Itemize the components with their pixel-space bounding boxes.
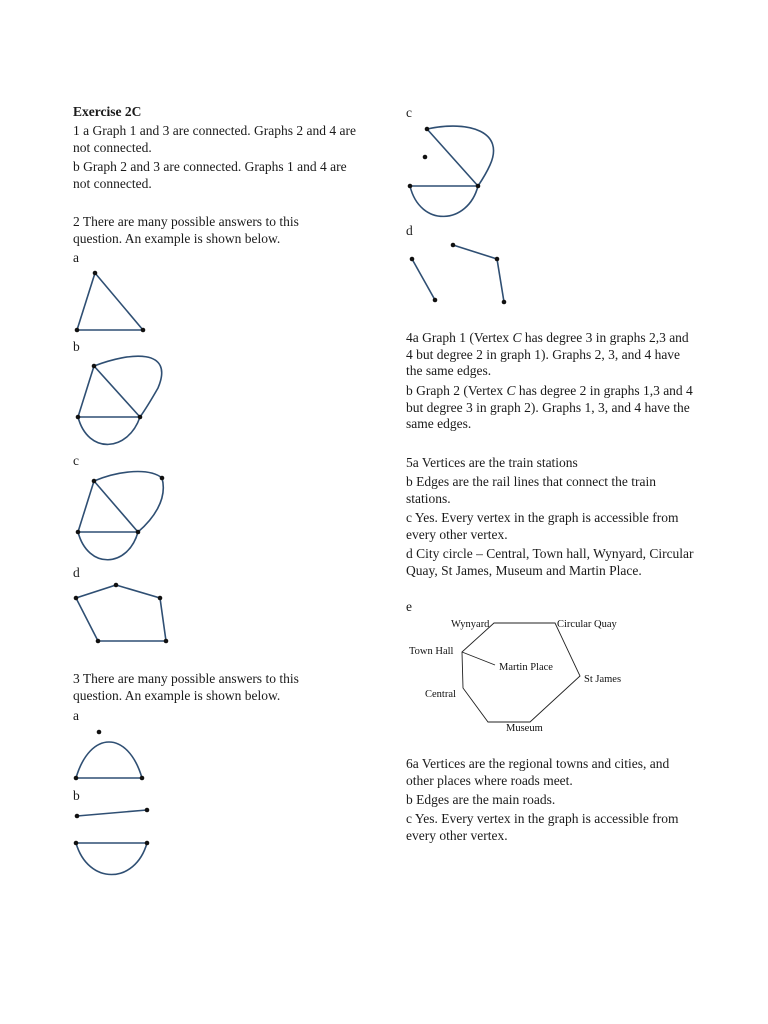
graph-2b-shape — [76, 356, 162, 444]
q2-label-b: b — [73, 339, 80, 354]
answer-4a: 4a Graph 1 (Vertex C has degree 3 in graphs 2,3 and 4 but degree 2 in graph 1). Graphs 2, 3, and 4 have the same edges. — [406, 330, 689, 378]
answer-6a: 6a Vertices are the regional towns and cities, and other places where roads meet. — [406, 756, 670, 788]
q3-label-a: a — [73, 708, 79, 723]
station-town-hall: Town Hall — [409, 646, 454, 657]
answer-2-intro: 2 There are many possible answers to this question. An example is shown below. — [73, 214, 299, 246]
answer-5c: c Yes. Every vertex in the graph is accessible from every other vertex. — [406, 510, 679, 542]
exercise-heading: Exercise 2C — [73, 104, 142, 119]
city-circle-map — [409, 619, 621, 734]
station-museum: Museum — [506, 723, 543, 734]
graph-3b-shape — [74, 808, 150, 875]
q3-label-b: b — [73, 788, 80, 803]
answer-5e-label: e — [406, 599, 412, 614]
q2-label-c: c — [73, 453, 79, 468]
answer-4b: b Graph 2 (Vertex C has degree 2 in graphs 1,3 and 4 but degree 3 in graph 2). Graphs 1, 3, and 4 have the same edges. — [406, 383, 693, 431]
answer-1a: 1 a Graph 1 and 3 are connected. Graphs 2 and 4 are not connected. — [73, 123, 357, 155]
vertex-c-label: C — [512, 330, 522, 345]
graph-2d-shape — [74, 583, 169, 644]
graph-3d-shape — [410, 243, 507, 305]
vertex-c-label: C — [506, 383, 516, 398]
graph-2c-shape — [76, 472, 165, 560]
answer-1b: b Graph 2 and 3 are connected. Graphs 1 and 4 are not connected. — [73, 159, 347, 191]
station-circular-quay: Circular Quay — [557, 619, 617, 630]
answer-5a: 5a Vertices are the train stations — [406, 455, 578, 470]
answer-3-intro: 3 There are many possible answers to this question. An example is shown below. — [73, 671, 299, 703]
station-central: Central — [425, 689, 456, 700]
graph-3c-shape — [408, 126, 494, 216]
q3-label-c: c — [406, 105, 412, 120]
answer-6b: b Edges are the main roads. — [406, 792, 556, 807]
answer-5d: d City circle – Central, Town hall, Wynyard, Circular Quay, St James, Museum and Martin Place. — [406, 546, 694, 578]
graph-3a-shape — [74, 730, 145, 781]
q2-label-d: d — [73, 565, 80, 580]
station-st-james: St James — [584, 674, 622, 685]
station-wynyard: Wynyard — [451, 619, 490, 630]
answer-5b: b Edges are the rail lines that connect the train stations. — [406, 474, 657, 506]
graph-2a-shape — [75, 271, 146, 333]
q2-label-a: a — [73, 250, 79, 265]
answer-6c: c Yes. Every vertex in the graph is accessible from every other vertex. — [406, 811, 679, 843]
station-martin-place: Martin Place — [499, 662, 553, 673]
q3-label-d: d — [406, 223, 413, 238]
